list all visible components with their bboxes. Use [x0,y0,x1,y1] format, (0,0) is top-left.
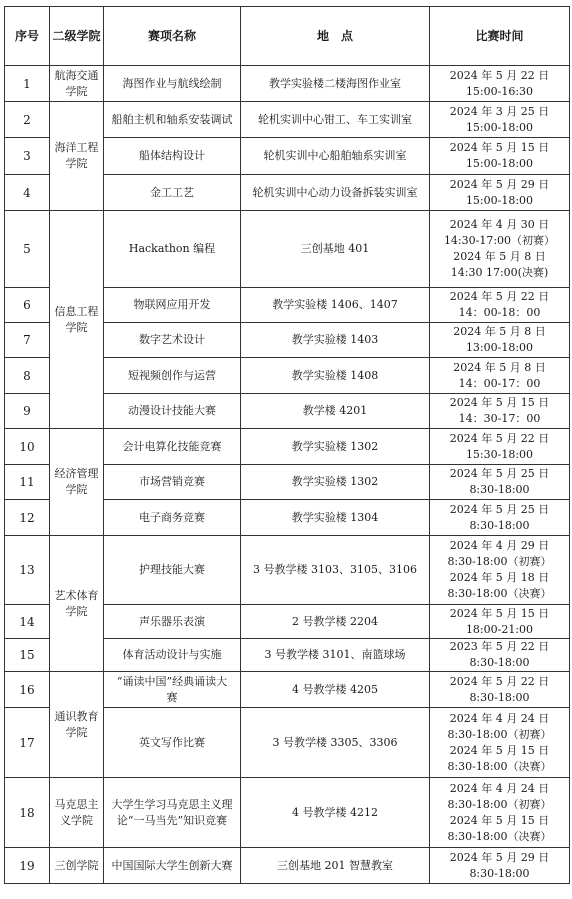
row-time: 2024 年 5 月 25 日 8:30-18:00 [430,465,570,500]
row-time: 2024 年 4 月 24 日 8:30-18:00（初赛） 2024 年 5 月 15 日 8:30-18:00（决赛） [430,708,570,778]
row-place: 教学楼 4201 [241,394,430,429]
row-college: 艺术体育 学院 [50,536,104,672]
row-name: 市场营销竞赛 [104,465,241,500]
row-time: 2024 年 5 月 25 日 8:30-18:00 [430,500,570,536]
table-row [5,102,570,138]
row-place: 2 号教学楼 2204 [241,605,430,639]
row-place: 3 号教学楼 3101、南篮球场 [241,639,430,672]
row-place: 教学实验楼 1403 [241,323,430,358]
row-time: 2024 年 5 月 15 日 18:00-21:00 [430,605,570,639]
row-no: 2 [5,102,50,138]
row-no: 7 [5,323,50,358]
header-name: 赛项名称 [104,7,241,66]
row-no: 3 [5,138,50,175]
row-place: 三创基地 201 智慧教室 [241,848,430,884]
row-time: 2024 年 5 月 29 日 15:00-18:00 [430,175,570,211]
row-name: 动漫设计技能大赛 [104,394,241,429]
row-college: 三创学院 [50,848,104,884]
row-place: 轮机实训中心船舶轴系实训室 [241,138,430,175]
row-name: 电子商务竞赛 [104,500,241,536]
row-name: 会计电算化技能竞赛 [104,429,241,465]
header-no: 序号 [5,7,50,66]
table-row [5,211,570,288]
row-time: 2024 年 5 月 8 日 14：00-17：00 [430,358,570,394]
row-name: Hackathon 编程 [104,211,241,288]
row-name: “诵读中国”经典诵读大 赛 [104,672,241,708]
row-no: 18 [5,778,50,848]
table-row [5,429,570,465]
row-time: 2024 年 4 月 29 日 8:30-18:00（初赛） 2024 年 5 月 18 日 8:30-18:00（决赛） [430,536,570,605]
row-place: 教学实验楼 1408 [241,358,430,394]
row-name: 物联网应用开发 [104,288,241,323]
row-name: 英文写作比赛 [104,708,241,778]
row-no: 6 [5,288,50,323]
row-no: 12 [5,500,50,536]
row-time: 2024 年 5 月 22 日 15:30-18:00 [430,429,570,465]
row-no: 5 [5,211,50,288]
row-no: 19 [5,848,50,884]
row-name: 短视频创作与运营 [104,358,241,394]
table-row [5,778,570,848]
row-place: 教学实验楼 1302 [241,465,430,500]
row-place: 教学实验楼 1304 [241,500,430,536]
row-place: 轮机实训中心钳工、车工实训室 [241,102,430,138]
row-no: 11 [5,465,50,500]
row-no: 9 [5,394,50,429]
row-name: 大学生学习马克思主义理 论“一马当先”知识竞赛 [104,778,241,848]
row-name: 金工工艺 [104,175,241,211]
row-time: 2024 年 3 月 25 日 15:00-18:00 [430,102,570,138]
row-place: 3 号教学楼 3103、3105、3106 [241,536,430,605]
row-no: 14 [5,605,50,639]
row-no: 13 [5,536,50,605]
competition-schedule-table [4,6,570,884]
row-name: 声乐器乐表演 [104,605,241,639]
row-place: 轮机实训中心动力设备拆装实训室 [241,175,430,211]
table-row [5,66,570,102]
table-row [5,536,570,605]
row-time: 2024 年 5 月 22 日 15:00-16:30 [430,66,570,102]
row-college: 马克思主 义学院 [50,778,104,848]
row-no: 17 [5,708,50,778]
header-row [5,7,570,66]
row-name: 体育活动设计与实施 [104,639,241,672]
row-time: 2024 年 4 月 24 日 8:30-18:00（初赛） 2024 年 5 月 15 日 8:30-18:00（决赛） [430,778,570,848]
header-time: 比赛时间 [430,7,570,66]
row-name: 护理技能大赛 [104,536,241,605]
row-name: 中国国际大学生创新大赛 [104,848,241,884]
row-college: 航海交通 学院 [50,66,104,102]
row-no: 4 [5,175,50,211]
row-college: 通识教育 学院 [50,672,104,778]
row-place: 4 号教学楼 4212 [241,778,430,848]
row-no: 1 [5,66,50,102]
row-time: 2024 年 5 月 8 日 13:00-18:00 [430,323,570,358]
row-name: 船舶主机和轴系安装调试 [104,102,241,138]
row-name: 船体结构设计 [104,138,241,175]
row-no: 15 [5,639,50,672]
table-row [5,848,570,884]
row-name: 海图作业与航线绘制 [104,66,241,102]
table-row [5,672,570,708]
row-time: 2024 年 5 月 15 日 15:00-18:00 [430,138,570,175]
row-college: 经济管理 学院 [50,429,104,536]
row-time: 2024 年 5 月 15 日 14：30-17：00 [430,394,570,429]
row-place: 三创基地 401 [241,211,430,288]
row-no: 10 [5,429,50,465]
row-place: 4 号教学楼 4205 [241,672,430,708]
row-no: 8 [5,358,50,394]
row-no: 16 [5,672,50,708]
row-place: 教学实验楼二楼海图作业室 [241,66,430,102]
row-college: 海洋工程 学院 [50,102,104,211]
row-place: 教学实验楼 1302 [241,429,430,465]
row-name: 数字艺术设计 [104,323,241,358]
row-college: 信息工程 学院 [50,211,104,429]
header-place: 地 点 [241,7,430,66]
row-time: 2024 年 5 月 22 日 14：00-18：00 [430,288,570,323]
header-college: 二级学院 [50,7,104,66]
row-time: 2023 年 5 月 22 日 8:30-18:00 [430,639,570,672]
row-place: 教学实验楼 1406、1407 [241,288,430,323]
row-time: 2024 年 4 月 30 日 14:30-17:00（初赛） 2024 年 5 月 8 日 14:30 17:00(决赛) [430,211,570,288]
row-time: 2024 年 5 月 29 日 8:30-18:00 [430,848,570,884]
row-time: 2024 年 5 月 22 日 8:30-18:00 [430,672,570,708]
row-place: 3 号教学楼 3305、3306 [241,708,430,778]
